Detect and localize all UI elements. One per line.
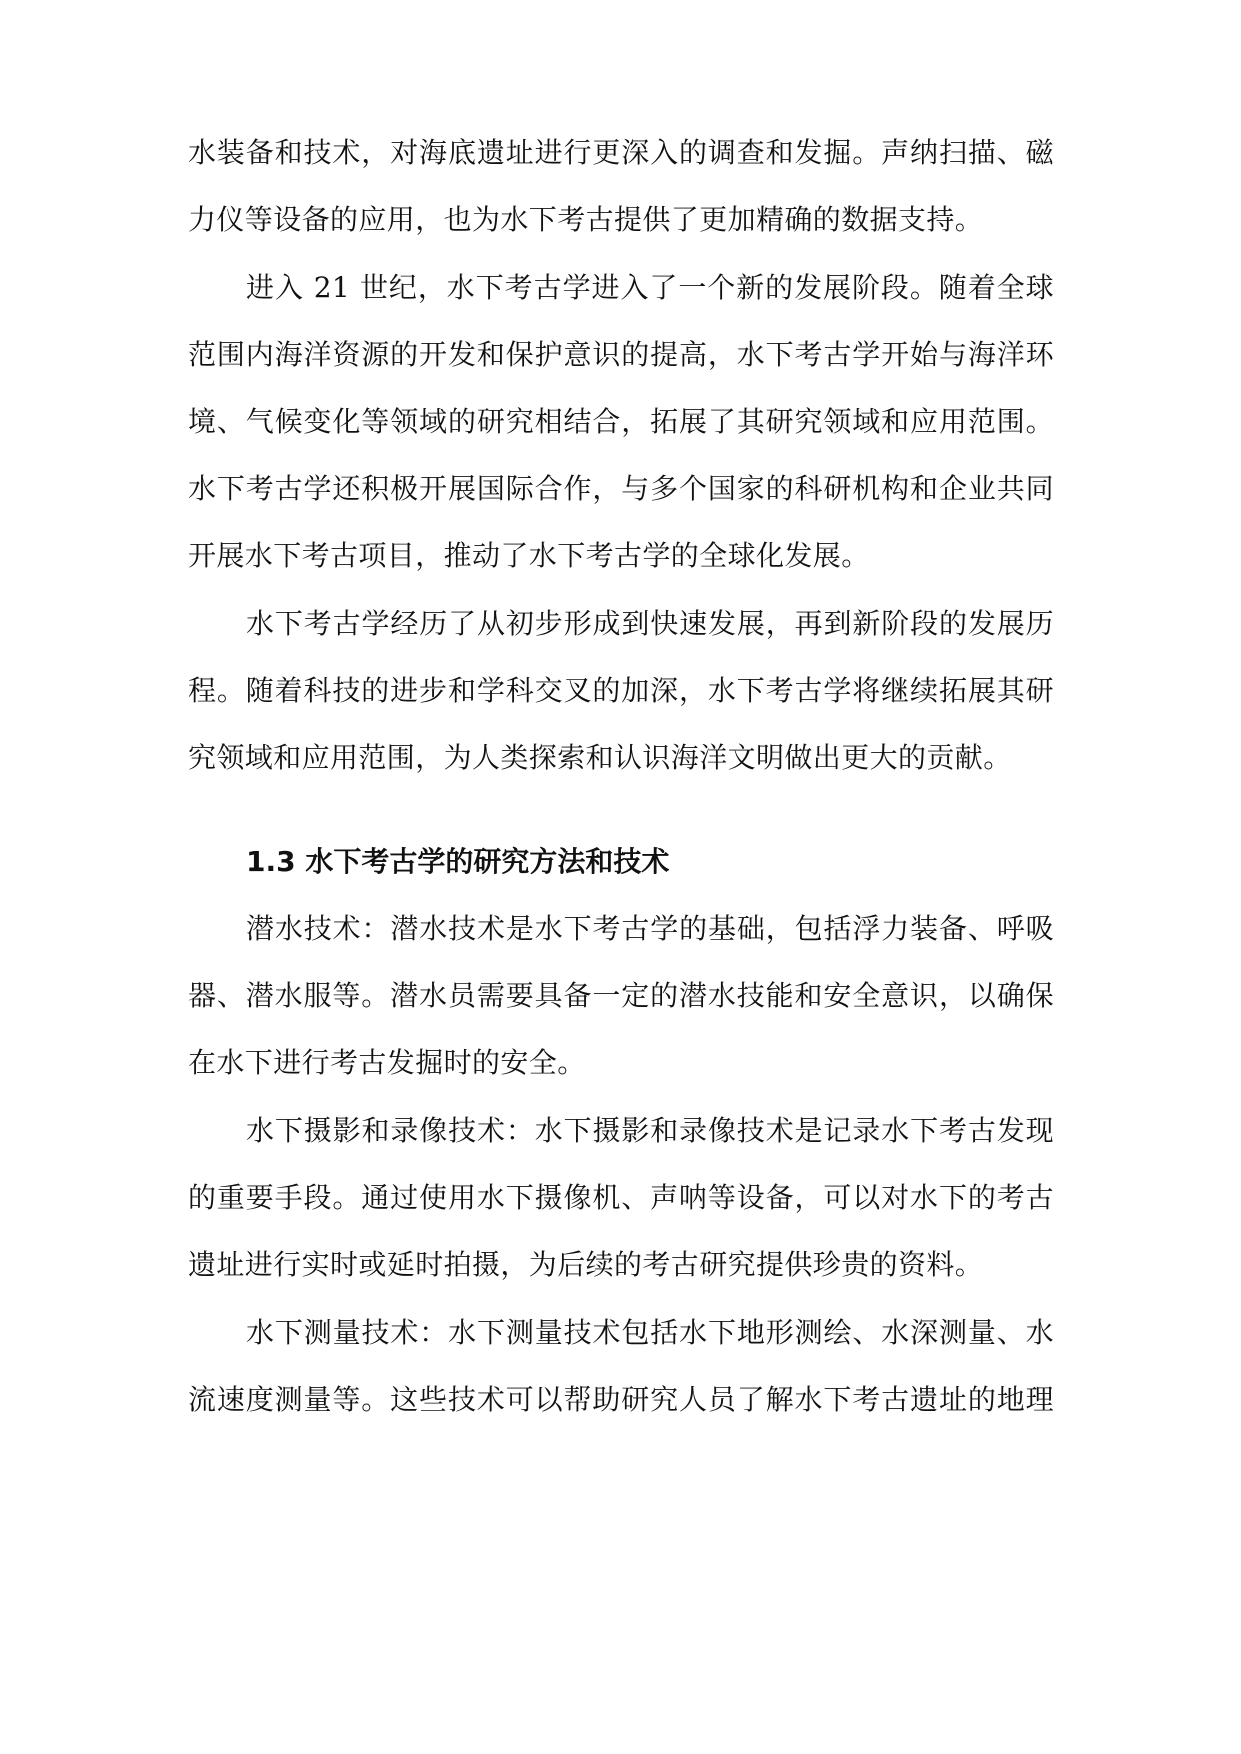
- paragraph-3-line-1: 水下考古学经历了从初步形成到快速发展，再到新阶段的发展历: [246, 607, 1054, 640]
- paragraph-2-line-1: 进入 21 世纪，水下考古学进入了一个新的发展阶段。随着全球: [246, 271, 1054, 304]
- paragraph-1-line-2: 力仪等设备的应用，也为水下考古提供了更加精确的数据支持。: [188, 203, 984, 236]
- section-paragraph-2-line-1: 水下摄影和录像技术：水下摄影和录像技术是记录水下考古发现: [246, 1114, 1054, 1147]
- section-paragraph-1-line-1: 潜水技术：潜水技术是水下考古学的基础，包括浮力装备、呼吸: [246, 912, 1054, 945]
- paragraph-2-line-3: 境、气候变化等领域的研究相结合，拓展了其研究领域和应用范围。: [188, 405, 1054, 438]
- paragraph-1-line-1: 水装备和技术，对海底遗址进行更深入的调查和发掘。声纳扫描、磁: [188, 136, 1054, 169]
- section-paragraph-1-line-3: 在水下进行考古发掘时的安全。: [188, 1046, 586, 1079]
- section-paragraph-3-line-2: 流速度测量等。这些技术可以帮助研究人员了解水下考古遗址的地理: [188, 1383, 1054, 1416]
- section-paragraph-2-line-3: 遗址进行实时或延时拍摄，为后续的考古研究提供珍贵的资料。: [188, 1248, 984, 1281]
- paragraph-2-line-5: 开展水下考古项目，推动了水下考古学的全球化发展。: [188, 539, 870, 572]
- section-paragraph-2-line-2: 的重要手段。通过使用水下摄像机、声呐等设备，可以对水下的考古: [188, 1181, 1054, 1214]
- section-paragraph-1-line-2: 器、潜水服等。潜水员需要具备一定的潜水技能和安全意识，以确保: [188, 979, 1054, 1012]
- document-page: [188, 0, 1054, 1754]
- section-heading: 1.3 水下考古学的研究方法和技术: [246, 845, 670, 878]
- paragraph-2-line-4: 水下考古学还积极开展国际合作，与多个国家的科研机构和企业共同: [188, 472, 1054, 505]
- section-paragraph-3-line-1: 水下测量技术：水下测量技术包括水下地形测绘、水深测量、水: [246, 1316, 1054, 1349]
- paragraph-2-line-2: 范围内海洋资源的开发和保护意识的提高，水下考古学开始与海洋环: [188, 338, 1054, 371]
- paragraph-3-line-2: 程。随着科技的进步和学科交叉的加深，水下考古学将继续拓展其研: [188, 674, 1054, 707]
- paragraph-3-line-3: 究领域和应用范围，为人类探索和认识海洋文明做出更大的贡献。: [188, 741, 1012, 774]
